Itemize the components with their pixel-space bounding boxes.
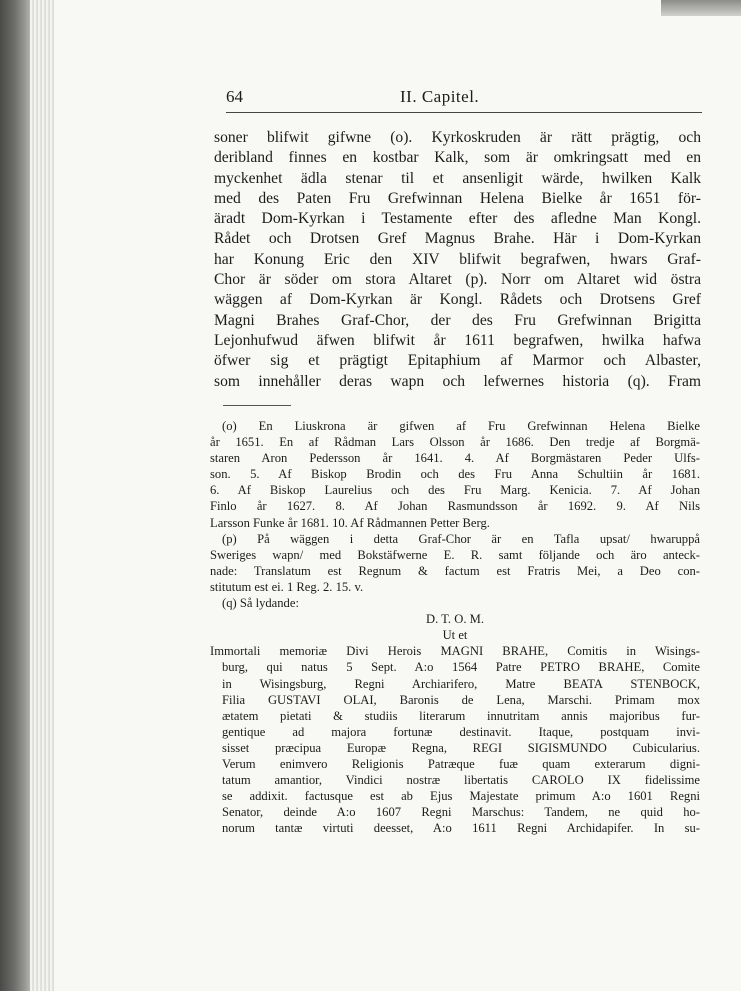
epitaph-line: Senator, deinde A:o 1607 Regni Marschus: Tandem, ne quid ho- <box>222 805 700 820</box>
footnote-line: år 1651. En af Rådman Lars Olsson år 1686. Den tredje af Borgmä- <box>210 435 700 450</box>
running-head <box>172 87 692 111</box>
footnote-line: Finlo år 1627. 8. Af Johan Rasmundsson år 1692. 9. Af Nils <box>210 499 700 514</box>
text-line: med des Paten Fru Grefwinnan Helena Bielke år 1651 för- <box>214 189 701 207</box>
epitaph-line: tatum amantior, Vindici nostræ libertatis CAROLO IX fidelissime <box>222 773 700 788</box>
epitaph-line: Filia GUSTAVI OLAI, Baronis de Lena, Marschi. Primam mox <box>222 692 700 707</box>
epitaph-line: Verum enimvero Religionis Patræque fuæ quam exterarum digni- <box>222 756 700 771</box>
text-line: har Konung Eric den XIV blifwit begrafwen, hwars Graf- <box>214 250 701 268</box>
epitaph-line: sisset præcipua Europæ Regna, REGI SIGISMUNDO Cubicularius. <box>222 740 700 755</box>
text-line: öfwer sig et prägtigt Epitaphium af Marmor och Albaster, <box>214 352 701 370</box>
text-line: deribland finnes en kostbar Kalk, som är omkringsatt med en <box>214 149 701 167</box>
main-text <box>214 128 701 392</box>
text-line: Lejonhufwud äfwen blifwit år 1611 begrafwen, hwilka hafwa <box>214 331 701 349</box>
footnote-line: son. 5. Af Biskop Brodin och des Fru Anna Schultiin år 1681. <box>210 467 700 482</box>
chapter-title: II. Capitel. <box>400 87 480 106</box>
header-rule <box>226 112 702 113</box>
text-line: Rådet och Drotsen Gref Magnus Brahe. Här i Dom-Kyrkan <box>214 230 701 248</box>
page-number: 64 <box>226 87 243 106</box>
footnote-rule <box>223 405 291 406</box>
epitaph-line: gentique ad majora fortunæ destinavit. Itaque, postquam invi- <box>222 724 700 739</box>
book-binding <box>0 0 34 991</box>
footnote-line: (o) En Liuskrona är gifwen af Fru Grefwinnan Helena Bielke <box>222 419 700 433</box>
footnote-line: stitutum est ei. 1 Reg. 2. 15. v. <box>210 579 364 594</box>
footnote-line: Sweriges wapn/ med Bokstäfwerne E. R. samt följande och äro anteck- <box>210 547 700 562</box>
text-line: som innehåller deras wapn och lefwernes historia (q). Fram <box>214 372 701 390</box>
epitaph-line: se addixit. factusque est ab Ejus Majestate primum A:o 1601 Regni <box>222 789 700 804</box>
text-line: soner blifwit gifwne (o). Kyrkoskruden är rätt prägtig, och <box>214 129 701 146</box>
text-line: myckenhet ädla stenar til et ansenligit wärde, hwilken Kalk <box>214 169 701 187</box>
epitaph-heading: D. T. O. M. <box>426 612 484 627</box>
page-edges <box>30 0 56 991</box>
epitaph-subheading: Ut et <box>442 628 468 643</box>
epitaph-line: norum tantæ virtuti deesset, A:o 1611 Regni Archidapifer. In su- <box>222 821 700 836</box>
footnote-line: 6. Af Biskop Laurelius och des Fru Marg. Kenicia. 7. Af Johan <box>210 483 700 498</box>
footnote-line: (p) På wäggen i detta Graf-Chor är en Tafla upsat/ hwaruppå <box>222 531 700 546</box>
page-tab <box>661 0 741 16</box>
text-line: Magni Brahes Graf-Chor, der des Fru Grefwinnan Brigitta <box>214 311 701 329</box>
text-line: wäggen af Dom-Kyrkan är Kongl. Rådets och Drotsens Gref <box>214 291 701 309</box>
footnote-line: (q) Så lydande: <box>222 596 299 611</box>
epitaph-line: Immortali memoriæ Divi Herois MAGNI BRAHE, Comitis in Wisings- <box>210 644 700 659</box>
footnote-line: staren Aron Pedersson år 1641. 4. Af Borgmästaren Peder Ulfs- <box>210 451 700 466</box>
epitaph-line: burg, qui natus 5 Sept. A:o 1564 Patre PETRO BRAHE, Comite <box>222 660 700 675</box>
epitaph-line: ætatem pietati & studiis literarum innutritam annis majoribus fur- <box>222 708 700 723</box>
text-line: Chor är söder om stora Altaret (p). Norr om Altaret wid östra <box>214 271 701 289</box>
epitaph-line: in Wisingsburg, Regni Archiarifero, Matre BEATA STENBOCK, <box>222 676 700 691</box>
footnote-line: nade: Translatum est Regnum & factum est Fratris Mei, a Deo con- <box>210 563 700 578</box>
text-line: äradt Dom-Kyrkan i Testamente efter des afledne Man Kongl. <box>214 210 701 228</box>
footnote-line: Larsson Funke år 1681. 10. Af Rådmannen Petter Berg. <box>210 515 490 530</box>
footnotes <box>210 418 700 836</box>
